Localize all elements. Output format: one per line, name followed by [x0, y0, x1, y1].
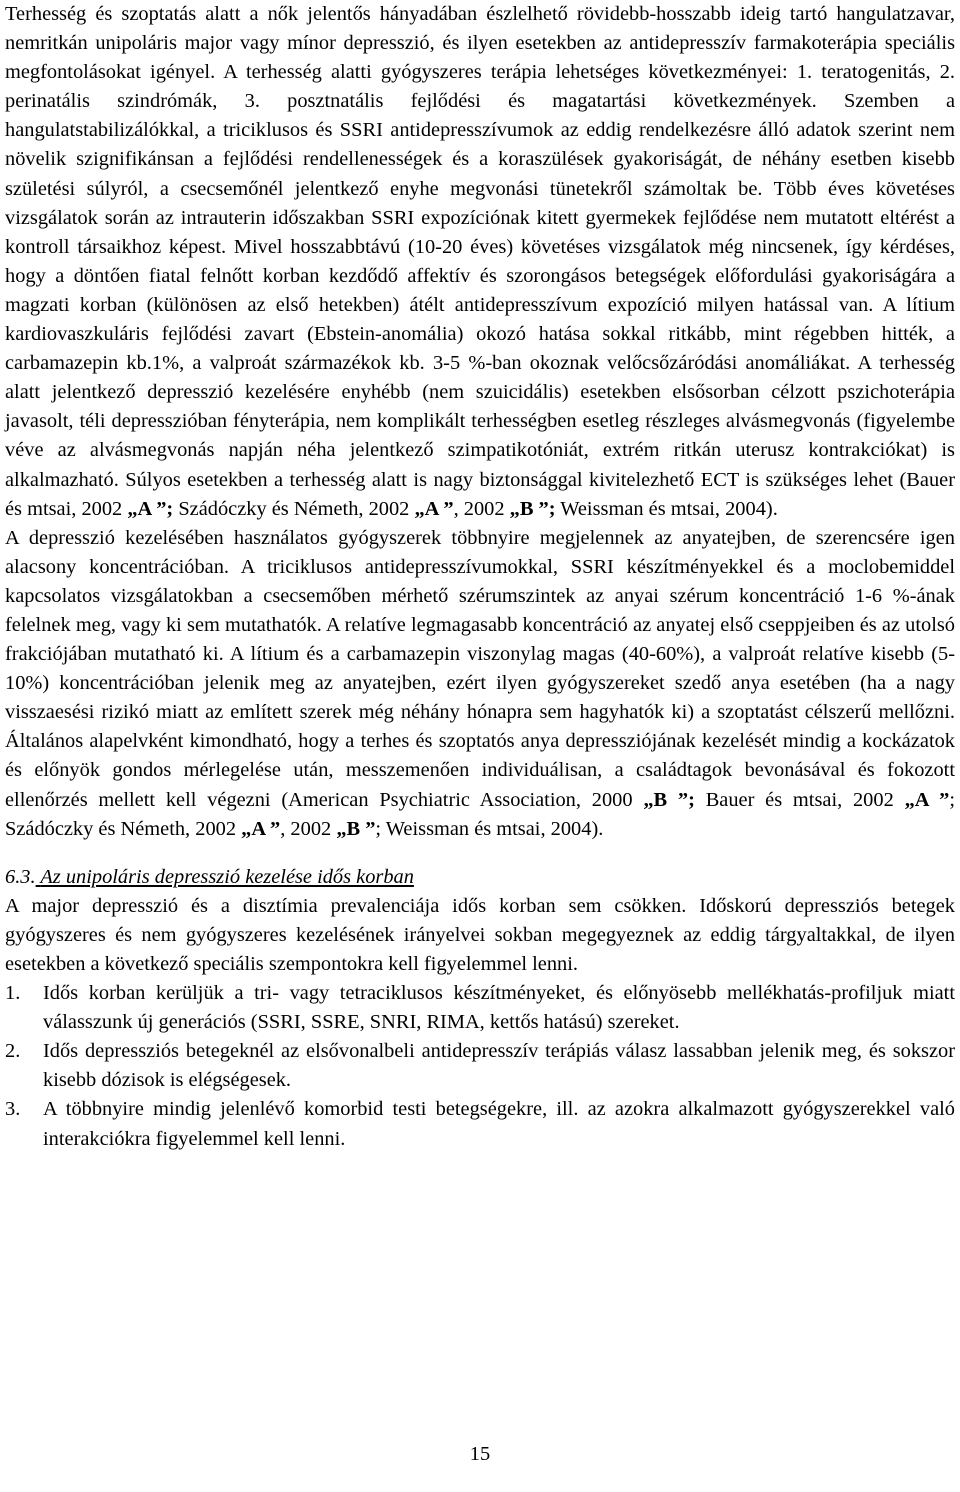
text-run: , 2002	[453, 497, 510, 520]
text-run: A major depresszió és a disztímia prevalenciája idős korban sem csökken. Időskorú depressziós betegek gyógyszeres és nem gyógyszeres kezelésének irányelvei sokban megegyeznek az eddig tárgyaltakkal, de ilyen esetekben a következő speciális szempontokra kell figyelemmel lenni.	[5, 894, 955, 975]
section-heading	[5, 863, 955, 892]
text-run: ; Weissman és mtsai, 2004).	[375, 817, 604, 840]
text-run: Bauer és mtsai, 2002	[694, 788, 905, 811]
list-item-text: A többnyire mindig jelenlévő komorbid testi betegségekre, ill. az azokra alkalmazott gyógyszerekkel való interakciókra figyelemmel kell lenni.	[43, 1098, 955, 1150]
evidence-grade: „B ”	[336, 817, 376, 840]
paragraph-pregnancy-treatment	[5, 0, 955, 524]
text-run: ; Szádóczky és Németh, 2002	[5, 788, 956, 840]
list-item-text: Idős depressziós betegeknél az elsővonalbeli antidepresszív terápiás válasz lassabban jelenik meg, és sokszor kisebb dózisok is elégségesek.	[43, 1040, 955, 1092]
evidence-grade: „B ”;	[643, 788, 695, 811]
evidence-grade: „A ”	[241, 817, 281, 840]
page-number: 15	[469, 1443, 491, 1465]
section-number: 6.3.	[5, 865, 36, 888]
evidence-grade: „A ”;	[127, 497, 174, 520]
document-page	[5, 0, 955, 1154]
list-item-text: Idős korban kerüljük a tri- vagy tetraciklusos készítményeket, és előnyösebb mellékhatás-profiljuk miatt válasszunk új generációs (SSRI, SSRE, SNRI, RIMA, kettős hatású) szereket.	[43, 982, 955, 1034]
list-item-marker: 2.	[5, 1040, 21, 1063]
list-item	[5, 1095, 955, 1153]
text-run: Weissman és mtsai, 2004).	[555, 497, 778, 520]
paragraph-elderly-intro	[5, 892, 955, 979]
text-run: , 2002	[280, 817, 337, 840]
evidence-grade: „A ”	[904, 788, 950, 811]
paragraph-breastfeeding-medication	[5, 524, 955, 844]
list-item-marker: 1.	[5, 982, 21, 1005]
list-item-marker: 3.	[5, 1098, 21, 1121]
text-run: A depresszió kezelésében használatos gyógyszerek többnyire megjelennek az anyatejben, de szerencsére igen alacsony koncentrációban. A triciklusos antidepresszívumokkal, SSRI készítményekkel és a moclobemiddel kapcsolatos vizsgálatokban a csecsemőben mérhető szérumszintek az anyai szérum koncentráció 1-6 %-ának felelnek meg, vagy ki sem mutathatók. A relatíve legmagasabb koncentráció az anyatej első cseppjeiben és az utolsó frakciójában mutatható ki. A lítium és a carbamazepin viszonylag magas (40-60%), a valproát relatíve kisebb (5-10%) koncentrációban jelenik meg az anyatejben, ezért ilyen gyógyszereket szedő anya esetében (ha a nagy visszaesési rizikó miatt az említett szerek még néhány hónapra sem hagyhatók ki) a szoptatást célszerű mellőzni. Általános alapelvként kimondható, hogy a terhes és szoptatós anya depressziójának kezelését mindig a kockázatok és előnyök gondos mérlegelése után, messzemenően individuálisan, a családtagok bevonásával és fokozott ellenőrzés mellett kell végezni (American Psychiatric Association, 2000	[5, 526, 955, 811]
list-item	[5, 979, 955, 1037]
list-item	[5, 1037, 955, 1095]
section-title: Az unipoláris depresszió kezelése idős korban	[40, 865, 414, 888]
text-run: Terhesség és szoptatás alatt a nők jelentős hányadában észlelhető rövidebb-hosszabb ideig tartó hangulatzavar, nemritkán unipoláris major vagy mínor depresszió, és ilyen esetekben az antidepresszív farmakoterápia speciális megfontolásokat igényel. A terhesség alatti gyógyszeres terápia lehetséges következményei: 1. teratogenitás, 2. perinatális szindrómák, 3. posztnatális fejlődési és magatartási következmények. Szemben a hangulatstabilizálókkal, a triciklusos és SSRI antidepresszívumok az eddig rendelkezésre álló adatok szerint nem növelik szignifikánsan a fejlődési rendellenességek és a koraszülések gyakoriságát, de néhány esetben kisebb születési súlyról, a csecsemőnél jelentkező enyhe megvonási tünetekről számoltak be. Több éves követéses vizsgálatok során az intrauterin időszakban SSRI expozíciónak kitett gyermekek fejlődése nem mutatott eltérést a kontroll társaikhoz képest. Mivel hosszabbtávú (10-20 éves) követéses vizsgálatok még nincsenek, így kérdéses, hogy a döntően fiatal felnőtt korban kezdődő affektív és szorongásos betegségek előfordulási gyakoriságára a magzati korban (különösen az első hetekben) átélt antidepresszívum expozíció milyen hatással van. A lítium kardiovaszkuláris fejlődési zavart (Ebstein-anomália) okozó hatása sokkal ritkább, mint régebben hitték, a carbamazepin kb.1%, a valproát származékok kb. 3-5 %-ban okoznak velőcsőzáródási anomáliákat. A terhesség alatt jelentkező depresszió kezelésére enyhébb (nem szuicidális) esetekben elsősorban célzott pszichoterápia javasolt, téli depresszióban fényterápia, nem komplikált terhességben esetleg részleges alvásmegvonás (figyelembe véve az alvásmegvonás napján néha jelentkező szimpatikotóniát, extrém ritkán uterusz kontrakciókat) is alkalmazható. Súlyos esetekben a terhesség alatt is nagy biztonsággal kivitelezhető ECT is szükséges lehet (Bauer és mtsai, 2002	[5, 3, 955, 520]
elderly-guidelines-list	[5, 979, 955, 1154]
text-run: Szádóczky és Németh, 2002	[173, 497, 415, 520]
evidence-grade: „A ”	[414, 497, 454, 520]
evidence-grade: „B ”;	[509, 497, 556, 520]
